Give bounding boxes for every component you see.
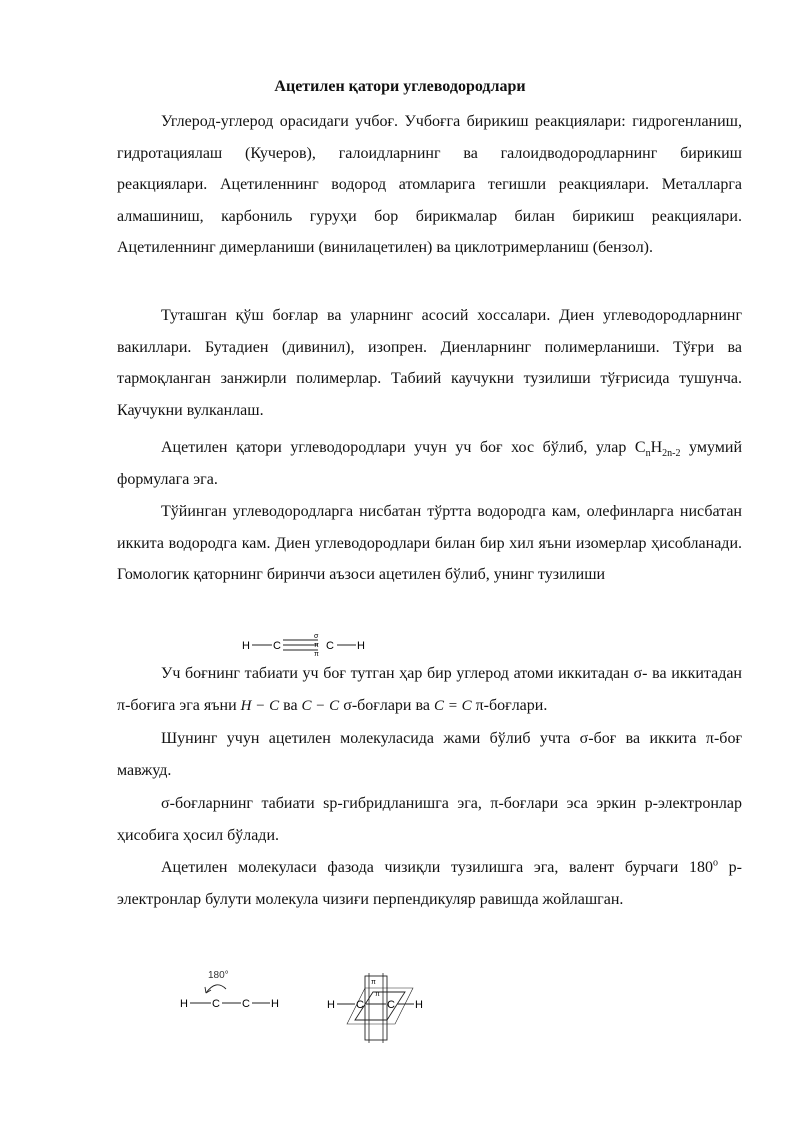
paragraph-5-text-b: ва <box>279 696 302 714</box>
degree-superscript: o <box>713 857 718 869</box>
struct2-c-left: C <box>212 998 220 1010</box>
struct3-h-left: H <box>327 999 335 1011</box>
struct1-pi-label-1: π <box>314 642 319 649</box>
paragraph-5-text-a: Уч боғнинг табиати уч боғ тутган ҳар бир углерод атоми иккитадан σ- ва иккитадан π-боғига эга яъни <box>117 665 742 714</box>
angle-label: 180° <box>208 970 229 981</box>
struct3-pi-mid: π <box>375 991 380 998</box>
math-c-c: C − C <box>301 697 340 714</box>
paragraph-8 <box>117 852 742 915</box>
struct1-h-right: H <box>357 640 365 652</box>
paragraph-5-text-c: σ-боғлари ва <box>339 696 434 714</box>
struct2-h-left: H <box>180 998 188 1010</box>
struct1-sigma-label: σ <box>314 633 319 640</box>
struct1-h-left: H <box>242 640 250 652</box>
paragraph-1-text: Углерод-углерод орасидаги учбоғ. Учбоғга бирикиш реакциялари: гидрогенланиш, гидротациялаш (Кучеров), галоидларнинг ва галоидводородларнинг бирикиш реакциялари. Ацетиленнинг водород атомларига тегишли реакциялари. Металларга алмашиниш, карбониль гуруҳи бор бирикмалар билан бирикиш реакциялари. Ацетиленнинг димерланиши (винилацетилен) ва циклотримерланиш (бензол). <box>117 113 742 257</box>
paragraph-4-text: Тўйинган углеводородларга нисбатан тўртта водородга кам, олефинларга нисбатан иккита водородга кам. Диен углеводородлари билан бир хил яъни изомерлар ҳисобланади. Гомологик қаторнинг биринчи аъзоси ацетилен бўлиб, унинг тузилиши <box>117 503 742 584</box>
struct1-c-left: C <box>273 640 281 652</box>
paragraph-4 <box>117 496 742 591</box>
math-c-eq-c: C = C <box>433 697 472 714</box>
struct2-c-right: C <box>242 998 250 1010</box>
paragraph-8-tail: p-электронлар булути молекула чизиғи перпендикуляр равишда жойлашган. <box>117 859 742 908</box>
document-title: Ацетилен қатори углеводородлари <box>274 78 526 95</box>
paragraph-5-text-d: π-боғлари. <box>471 696 548 714</box>
struct1-c-right: C <box>326 640 334 652</box>
paragraph-1 <box>117 106 742 264</box>
struct3-h-right: H <box>415 999 423 1011</box>
formula-subscript-n: n <box>645 448 651 460</box>
paragraph-6-text: Шунинг учун ацетилен молекуласида жами бўлиб учта σ-боғ ва иккита π-боғ мавжуд. <box>117 730 742 779</box>
struct3-c-right: C <box>387 999 395 1011</box>
struct3-pi-top: π <box>371 979 376 986</box>
struct3-c-left: C <box>356 999 364 1011</box>
paragraph-5 <box>117 658 742 722</box>
paragraph-3-text: Ацетилен қатори углеводородлари учун уч боғ хос бўлиб, улар C <box>161 439 646 456</box>
paragraph-3 <box>117 432 742 495</box>
math-h-c: H − C <box>240 697 280 714</box>
struct1-pi-label-2: π <box>314 651 319 658</box>
paragraph-2 <box>117 300 742 426</box>
p-orbital-planes-diagram <box>325 970 435 1045</box>
linear-structure-180-diagram <box>178 965 288 1015</box>
paragraph-8-text: Ацетилен молекуласи фазода чизиқли тузилишга эга, валент бурчаги 180 <box>161 859 713 876</box>
formula-h: H <box>650 439 663 456</box>
struct2-h-right: H <box>271 998 279 1010</box>
acetylene-structure-formula <box>240 630 380 660</box>
paragraph-7 <box>117 788 742 851</box>
paragraph-2-text: Туташган қўш боғлар ва уларнинг асосий хоссалари. Диен углеводородларнинг вакиллари. Бутадиен (дивинил), изопрен. Диенларнинг полимерланиши. Тўғри ва тармоқланган занжирли полимерлар. Табиий каучукни тузилиши тўғрисида тушунча. Каучукни вулканлаш. <box>117 307 742 419</box>
formula-subscript-2n-2: 2n-2 <box>662 448 681 460</box>
paragraph-6 <box>117 723 742 786</box>
paragraph-3-tail: умумий формулага эга. <box>117 439 743 488</box>
paragraph-7-text: σ-боғларнинг табиати sp-гибридланишга эга, π-боғлари эса эркин p-электронлар ҳисобига ҳосил бўлади. <box>117 795 742 844</box>
